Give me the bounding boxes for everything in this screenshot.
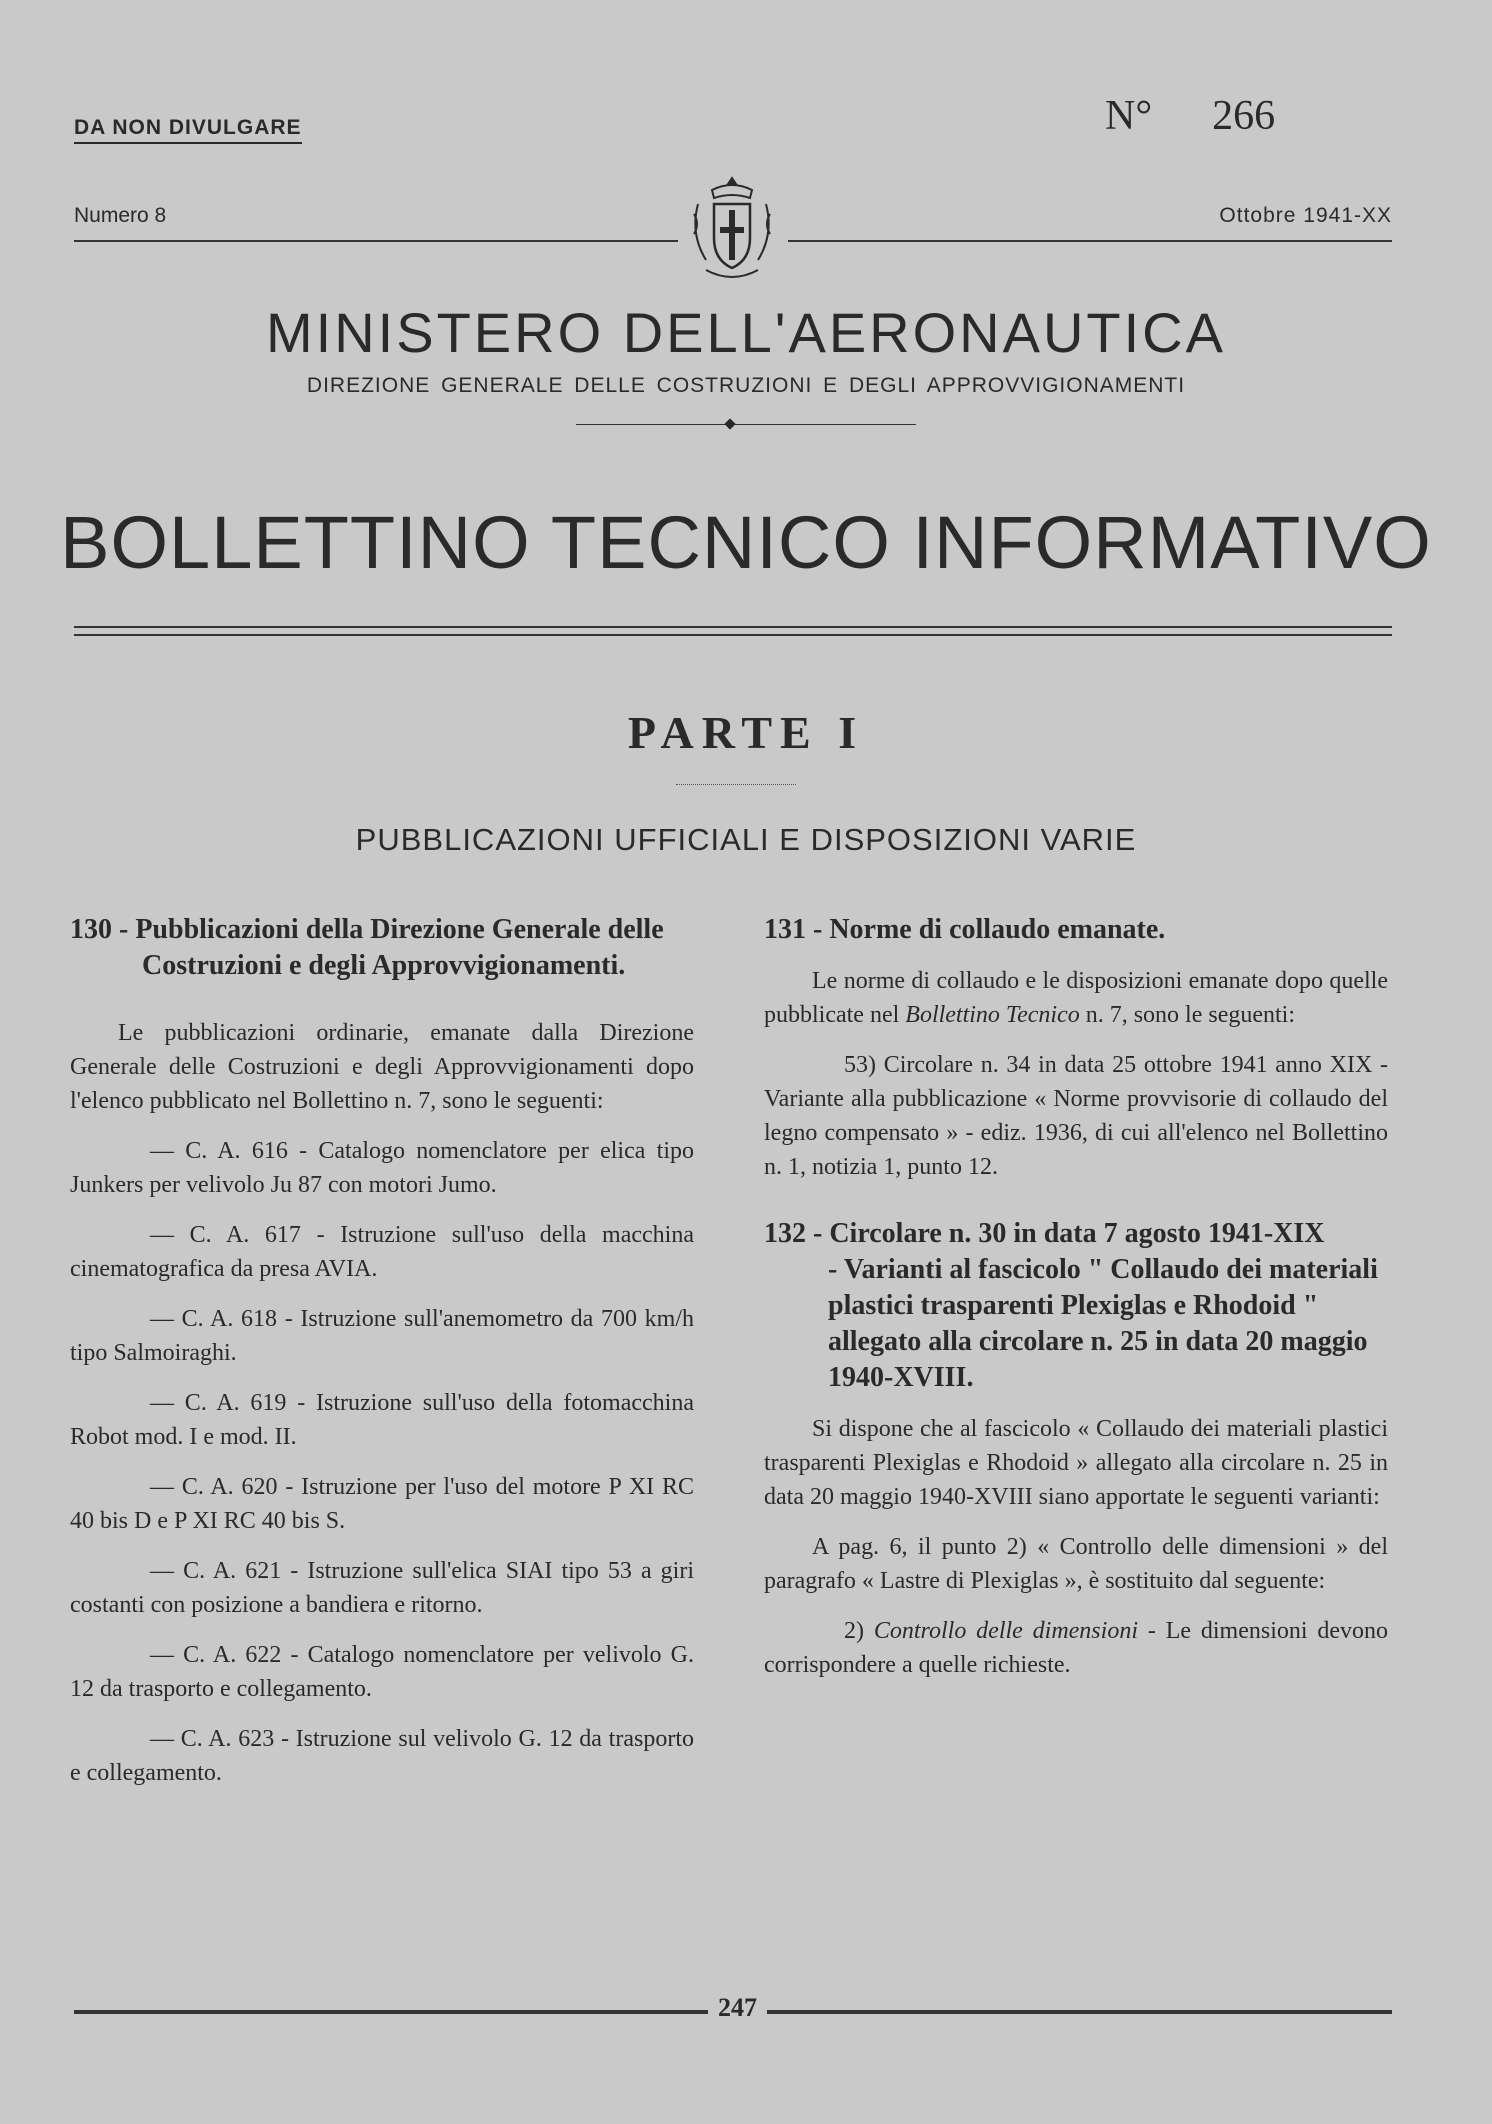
paragraph-132-c-emphasis: Controllo delle dimensioni bbox=[873, 1618, 1138, 1644]
page-number: 247 bbox=[708, 1993, 767, 2023]
paragraph-131-emphasis: Bollettino Tecnico bbox=[905, 1002, 1080, 1028]
title-rule-bottom bbox=[74, 634, 1392, 636]
list-item: — C. A. 622 - Catalogo nomenclatore per velivolo G. 12 da trasporto e collegamento. bbox=[70, 1642, 694, 1702]
right-column bbox=[764, 912, 1388, 1682]
title-rule-top bbox=[74, 626, 1392, 628]
part-heading: PARTE I bbox=[627, 707, 865, 758]
list-item: — C. A. 619 - Istruzione sull'uso della fotomacchina Robot mod. I e mod. II. bbox=[70, 1390, 694, 1450]
issue-date: Ottobre 1941-XX bbox=[1219, 204, 1392, 227]
bulletin-number bbox=[1105, 92, 1275, 140]
paragraph-131 bbox=[764, 964, 1388, 1032]
heading-132-line1: 132 - Circolare n. 30 in data 7 agosto 1941-XIX bbox=[764, 1218, 1325, 1249]
heading-131: 131 - Norme di collaudo emanate. bbox=[764, 914, 1166, 945]
section-heading: PUBBLICAZIONI UFFICIALI E DISPOSIZIONI VARIE bbox=[355, 822, 1137, 857]
paragraph-132-c bbox=[764, 1614, 1388, 1682]
ornament-diamond-icon bbox=[724, 418, 735, 429]
heading-130-line1: 130 - Pubblicazioni della Direzione Generale delle bbox=[70, 914, 664, 945]
paragraph-131-text-end: n. 7, sono le seguenti: bbox=[1085, 1002, 1296, 1028]
list-item: — C. A. 617 - Istruzione sull'uso della macchina cinematografica da presa AVIA. bbox=[70, 1222, 694, 1282]
list-item: — C. A. 623 - Istruzione sul velivolo G. 12 da trasporto e collegamento. bbox=[70, 1726, 694, 1786]
heading-132-rest: - Varianti al fascicolo " Collaudo dei materiali plastici trasparenti Plexiglas e Rhodoid " allegato alla circolare n. 25 in data 20 maggio 1940-XVIII. bbox=[828, 1254, 1378, 1393]
heading-130-line2: Costruzioni e degli Approvvigionamenti. bbox=[142, 950, 626, 981]
heading-130 bbox=[70, 912, 694, 984]
paragraph-132-a: Si dispone che al fascicolo « Collaudo dei materiali plastici trasparenti Plexiglas e Rhodoid » allegato alla circolare n. 25 in data 20 maggio 1940-XVIII siano apportate le seguenti varianti: bbox=[764, 1416, 1388, 1510]
coat-of-arms-icon bbox=[684, 174, 780, 286]
number-label: N° bbox=[1105, 93, 1153, 139]
header-rule-right bbox=[788, 240, 1392, 242]
part-underline bbox=[676, 784, 796, 785]
list-item: — C. A. 620 - Istruzione per l'uso del motore P XI RC 40 bis D e P XI RC 40 bis S. bbox=[70, 1474, 694, 1534]
directorate-subtitle: DIREZIONE GENERALE DELLE COSTRUZIONI E DEGLI APPROVVIGIONAMENTI bbox=[306, 374, 1186, 397]
left-column bbox=[70, 912, 694, 1790]
bulletin-title: BOLLETTINO TECNICO INFORMATIVO bbox=[60, 501, 1432, 584]
header-rule-left bbox=[74, 240, 678, 242]
ornament-rule bbox=[576, 424, 916, 425]
issue-number: Numero 8 bbox=[74, 204, 167, 227]
list-item: — C. A. 618 - Istruzione sull'anemometro da 700 km/h tipo Salmoiraghi. bbox=[70, 1306, 694, 1366]
list-item: — C. A. 616 - Catalogo nomenclatore per elica tipo Junkers per velivolo Ju 87 con motori Jumo. bbox=[70, 1138, 694, 1198]
paragraph-131-text: Le norme di collaudo e le disposizioni emanate dopo quelle pubblicate nel bbox=[764, 968, 1388, 1028]
heading-132 bbox=[764, 1216, 1388, 1396]
paragraph-130-intro: Le pubblicazioni ordinarie, emanate dalla Direzione Generale delle Costruzioni e degli Approvvigionamenti dopo l'elenco pubblicato nel Bollettino n. 7, sono le seguenti: bbox=[70, 1020, 694, 1114]
number-value: 266 bbox=[1212, 93, 1276, 139]
paragraph-132-b: A pag. 6, il punto 2) « Controllo delle dimensioni » del paragrafo « Lastre di Plexiglas », è sostituito dal seguente: bbox=[764, 1534, 1388, 1594]
ministry-title: MINISTERO DELL'AERONAUTICA bbox=[266, 301, 1226, 364]
list-item: — C. A. 621 - Istruzione sull'elica SIAI tipo 53 a giri costanti con posizione a bandiera e ritorno. bbox=[70, 1558, 694, 1618]
classification-label: DA NON DIVULGARE bbox=[74, 116, 302, 144]
paragraph-132-c-text: - Le dimensioni devono corrispondere a quelle richieste. bbox=[764, 1618, 1389, 1678]
list-item-53: 53) Circolare n. 34 in data 25 ottobre 1941 anno XIX - Variante alla pubblicazione « Norme provvisorie di collaudo del legno compensato » - ediz. 1936, di cui all'elenco nel Bollettino n. 1, notizia 1, punto 12. bbox=[764, 1052, 1388, 1180]
paragraph-132-c-number: 2) bbox=[844, 1618, 864, 1644]
